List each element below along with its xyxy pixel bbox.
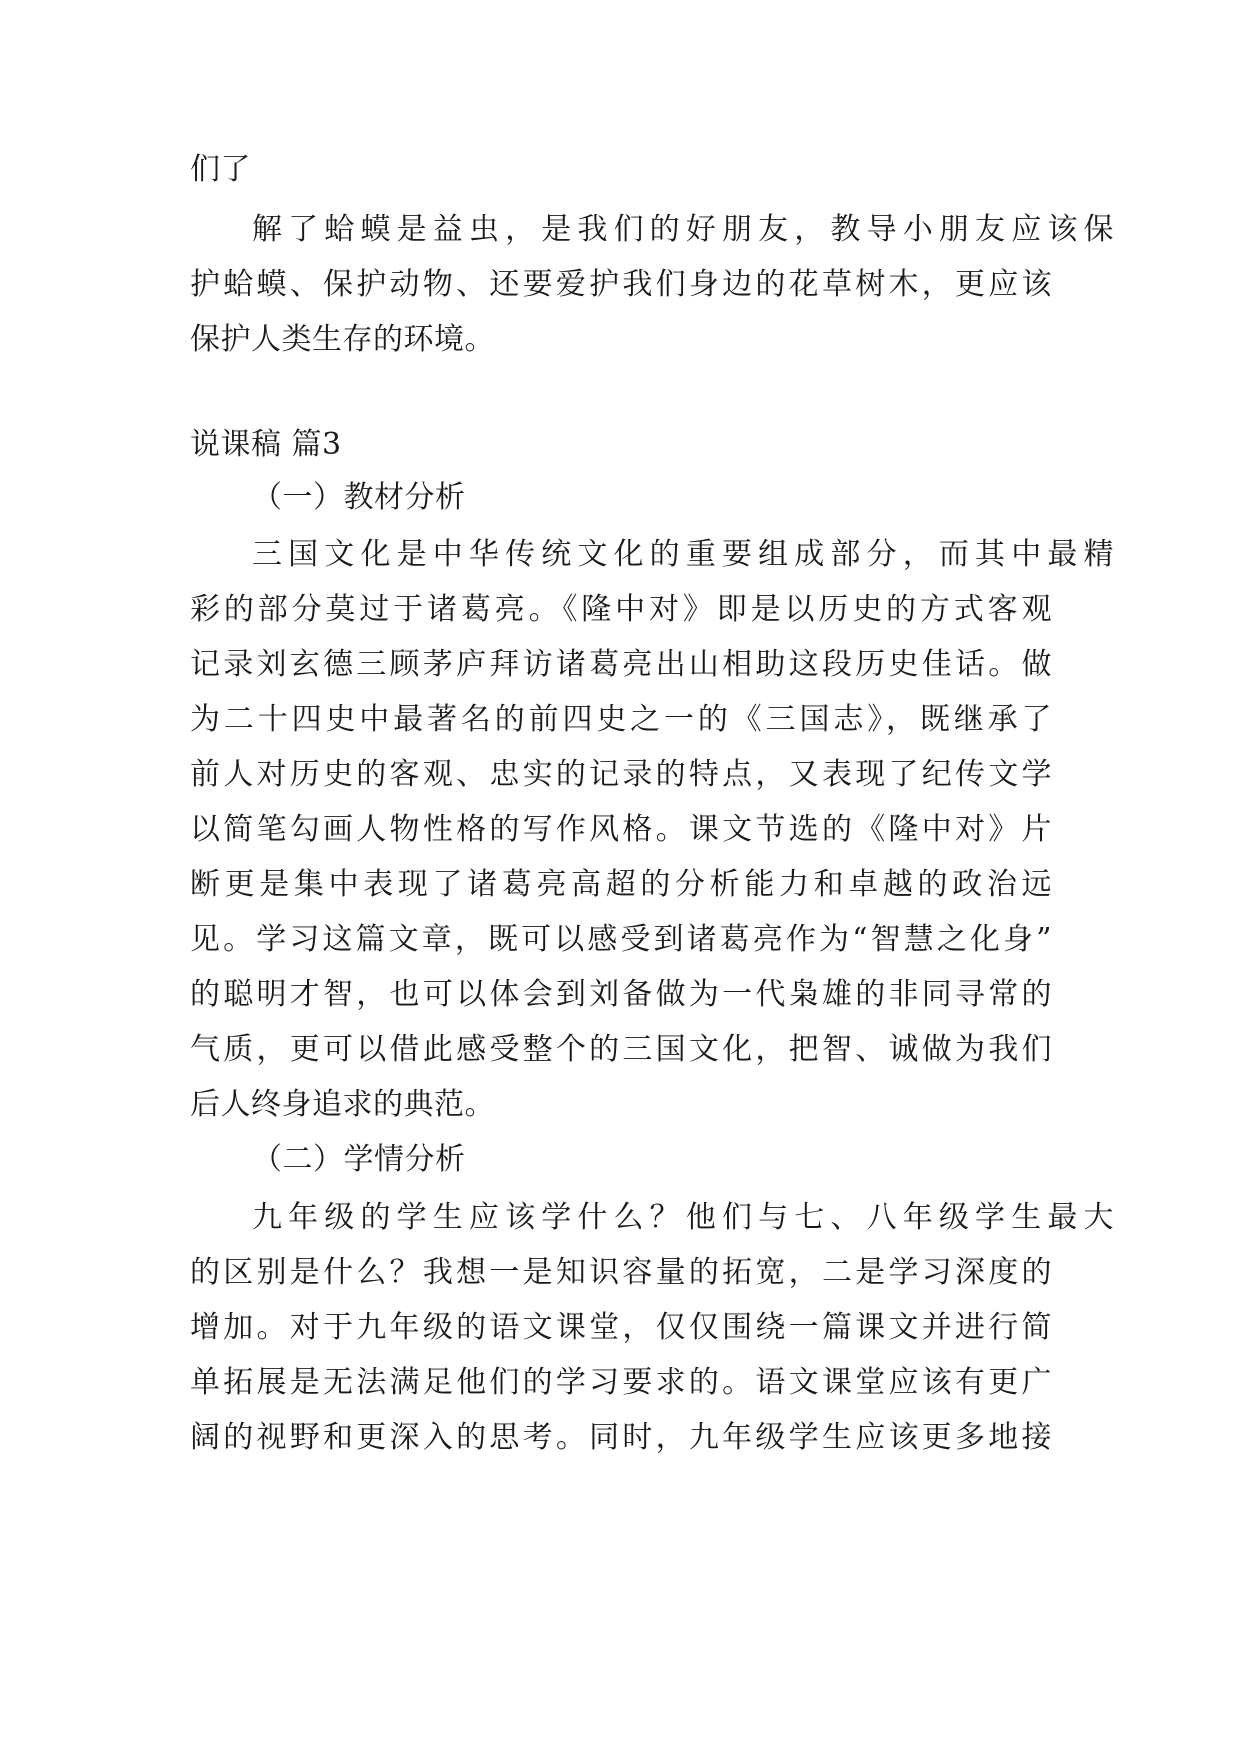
paragraph-line: 保护人类生存的环境。	[190, 322, 495, 357]
paragraph-line: 们了	[190, 152, 251, 187]
paragraph-line: 解了蛤蟆是益虫，是我们的好朋友，教导小朋友应该保	[252, 212, 1114, 247]
paragraph-line: 三国文化是中华传统文化的重要组成部分，而其中最精	[252, 537, 1114, 572]
paragraph-line: 见。学习这篇文章，既可以感受到诸葛亮作为“智慧之化身”	[190, 922, 1052, 957]
section-heading: 说课稿 篇3	[190, 427, 342, 462]
paragraph-line: 后人终身追求的典范。	[190, 1087, 495, 1122]
paragraph-line: 的区别是什么？我想一是知识容量的拓宽，二是学习深度的	[190, 1255, 1052, 1290]
paragraph-line: 断更是集中表现了诸葛亮高超的分析能力和卓越的政治远	[190, 867, 1052, 902]
paragraph-line: 气质，更可以借此感受整个的三国文化，把智、诚做为我们	[190, 1032, 1052, 1067]
subsection-heading: （一）教材分析	[252, 480, 466, 515]
paragraph-line: 彩的部分莫过于诸葛亮。《隆中对》即是以历史的方式客观	[190, 592, 1052, 627]
paragraph-line: 为二十四史中最著名的前四史之一的《三国志》，既继承了	[190, 702, 1052, 737]
subsection-heading: （二）学情分析	[252, 1142, 466, 1177]
paragraph-line: 单拓展是无法满足他们的学习要求的。语文课堂应该有更广	[190, 1365, 1052, 1400]
paragraph-line: 阔的视野和更深入的思考。同时，九年级学生应该更多地接	[190, 1420, 1052, 1455]
paragraph-line: 以简笔勾画人物性格的写作风格。课文节选的《隆中对》片	[190, 812, 1052, 847]
paragraph-line: 九年级的学生应该学什么？他们与七、八年级学生最大	[252, 1200, 1114, 1235]
paragraph-line: 护蛤蟆、保护动物、还要爱护我们身边的花草树木，更应该	[190, 267, 1052, 302]
paragraph-line: 记录刘玄德三顾茅庐拜访诸葛亮出山相助这段历史佳话。做	[190, 647, 1052, 682]
paragraph-line: 增加。对于九年级的语文课堂，仅仅围绕一篇课文并进行简	[190, 1310, 1052, 1345]
paragraph-line: 前人对历史的客观、忠实的记录的特点，又表现了纪传文学	[190, 757, 1052, 792]
paragraph-line: 的聪明才智，也可以体会到刘备做为一代枭雄的非同寻常的	[190, 977, 1052, 1012]
